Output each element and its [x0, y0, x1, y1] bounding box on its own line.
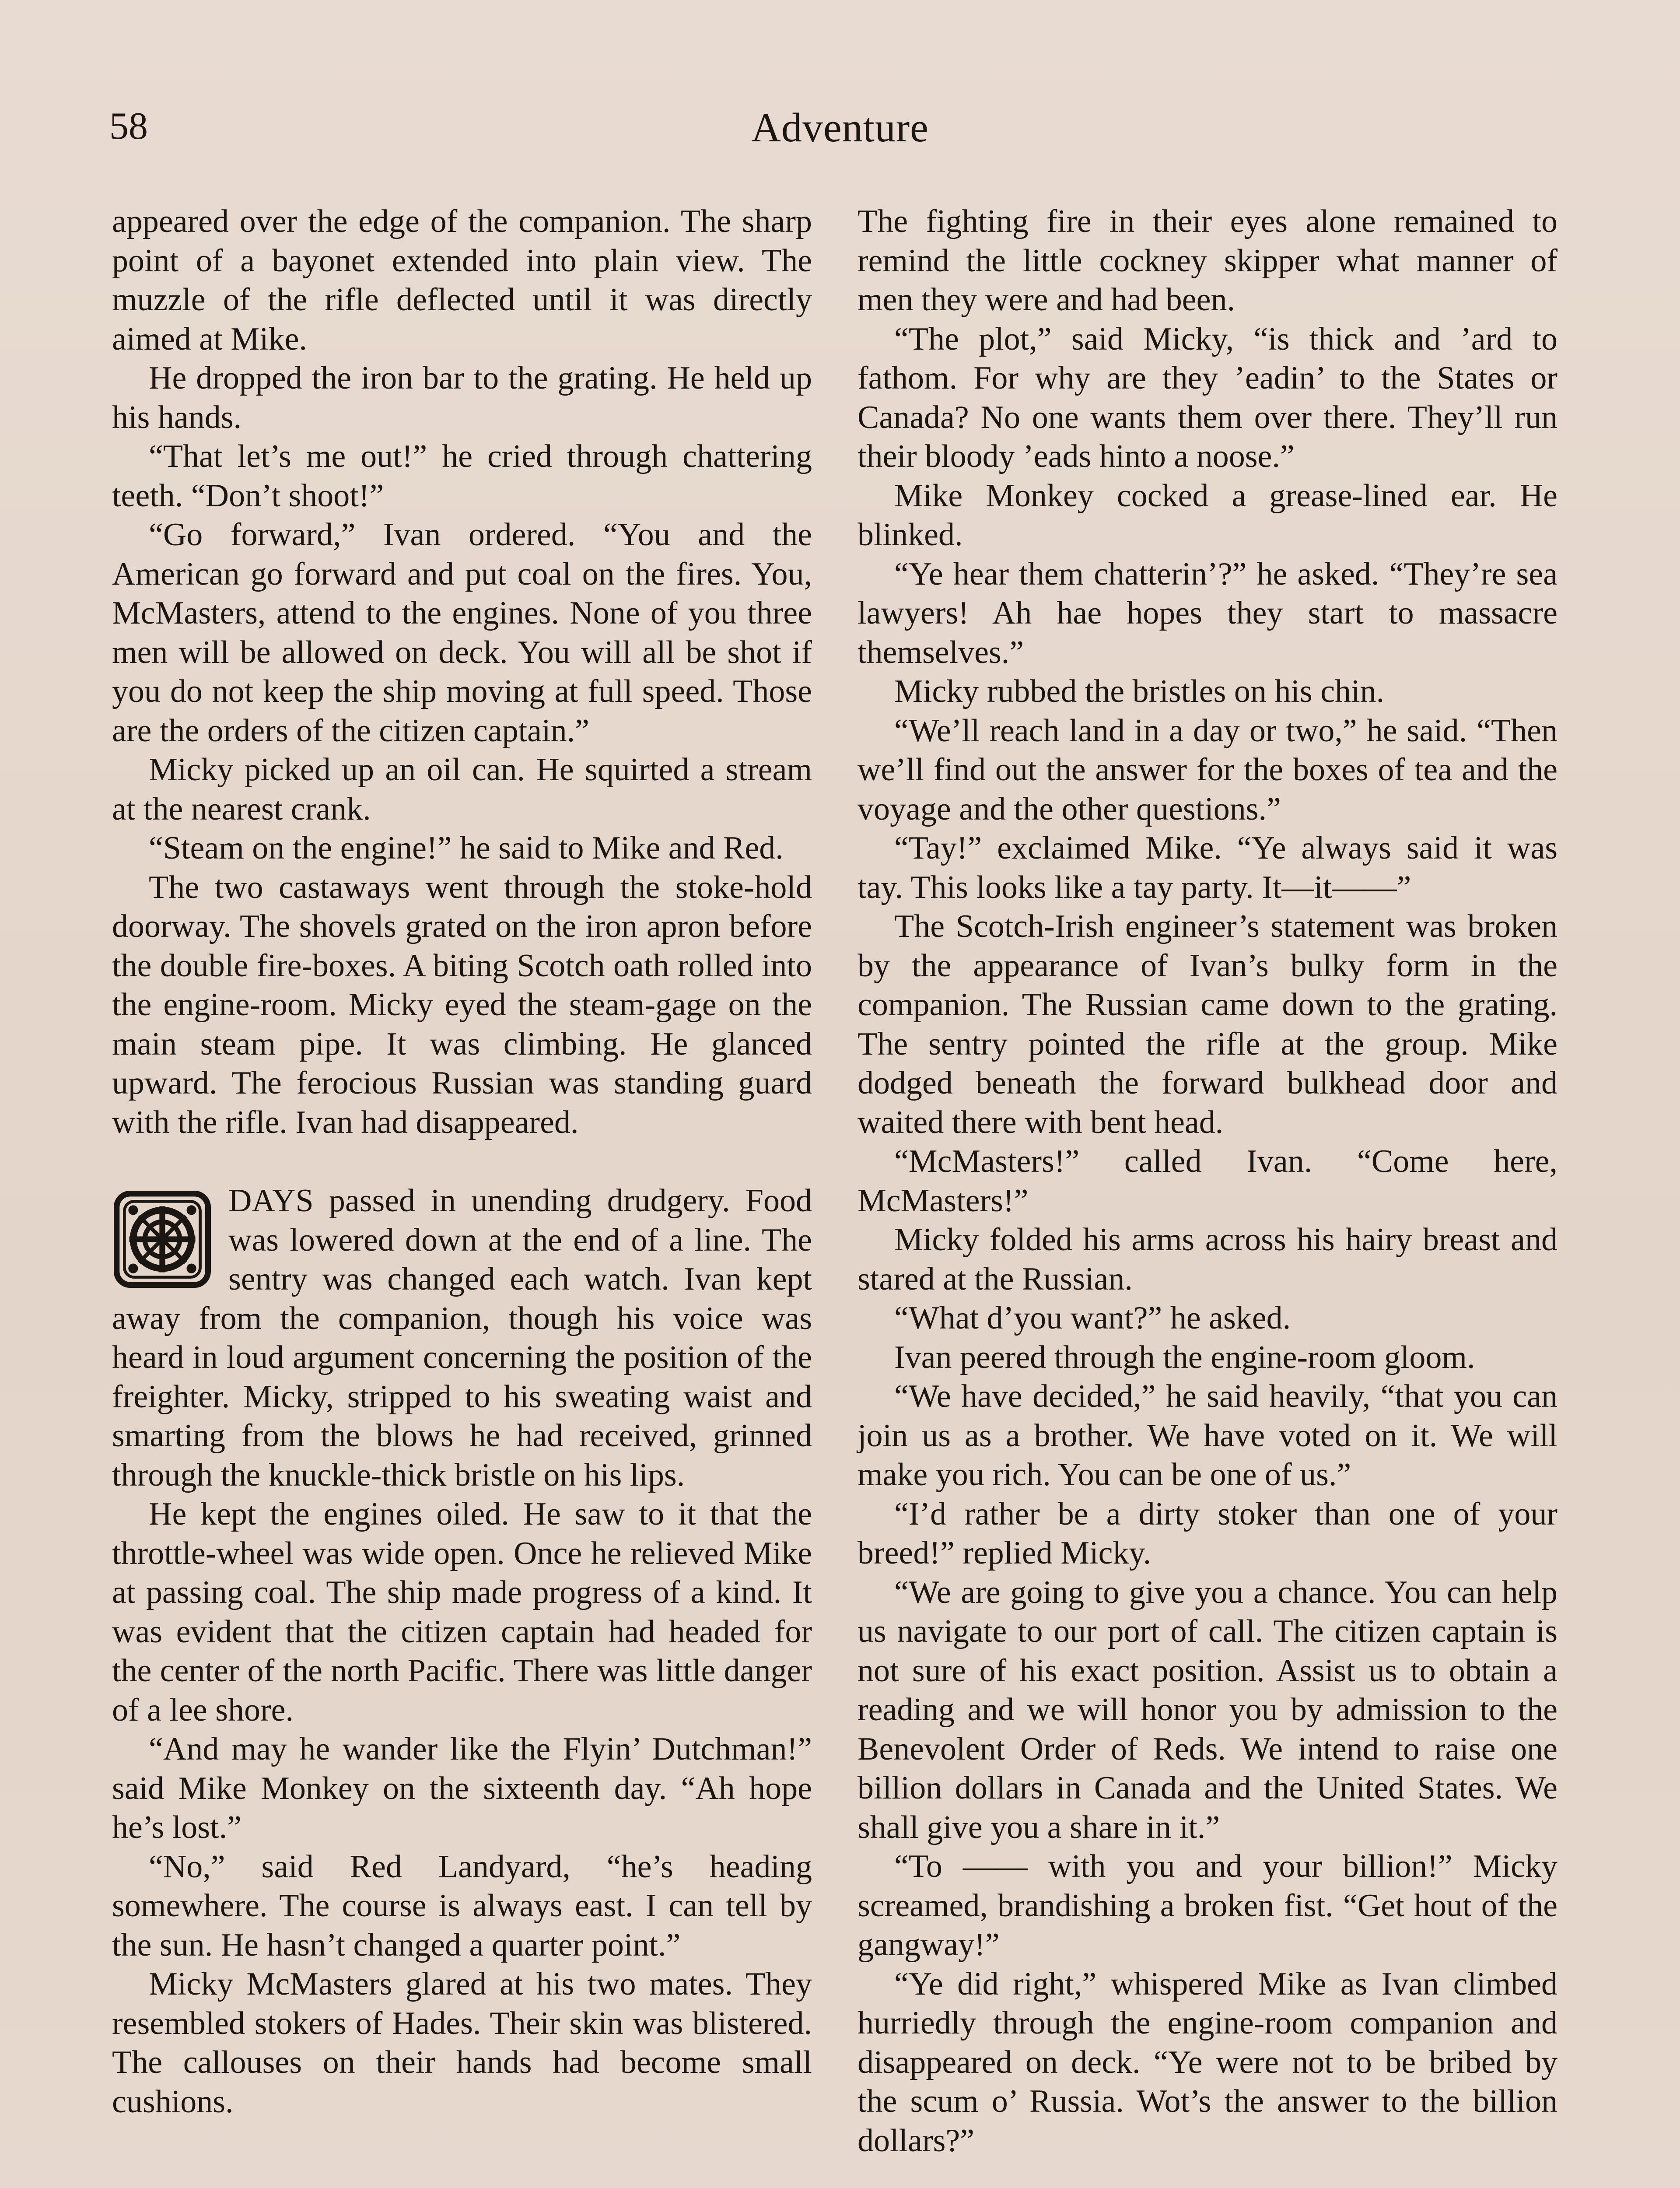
paragraph: Micky rubbed the bristles on his chin. [894, 673, 1385, 709]
page-number: 58 [109, 105, 148, 147]
paragraph: The fighting fire in their eyes alone remained to remind the little cockney skipper what manner of men they were and had been. [858, 203, 1558, 318]
paragraph: “Ye did right,” whispered Mike as Ivan climbed hurriedly through the engine-room companion and disappeared on deck. “Ye were not to be bribed by the scum o’ Russia. Wot’s the answer to the billion dollars?” [858, 1966, 1558, 2159]
paragraph: “Go forward,” Ivan ordered. “You and the American go forward and put coal on the fires. You, McMasters, attend to the engines. None of you three men will be allowed on deck. You will all be shot if you do not keep the ship moving at full speed. Those are the orders of the citizen captain.” [112, 517, 812, 749]
paragraph: “We’ll reach land in a day or two,” he said. “Then we’ll find out the answer for the boxes of tea and the voyage and the other questions.” [858, 712, 1558, 827]
left-column [112, 202, 812, 2121]
paragraph: The Scotch-Irish engineer’s statement was broken by the appearance of Ivan’s bulky form in the companion. The Russian came down to the grating. The sentry pointed the rifle at the group. Mike dodged beneath the forward bulkhead door and waited there with bent head. [858, 908, 1558, 1140]
paragraph: He kept the engines oiled. He saw to it that the throttle-wheel was wide open. Once he relieved Mike at passing coal. The ship made progress of a kind. It was evident that the citizen captain had headed for the center of the north Pacific. There was little danger of a lee shore. [112, 1496, 812, 1728]
right-column [858, 202, 1558, 2160]
paragraph: “We are going to give you a chance. You can help us navigate to our port of call. The citizen captain is not sure of his exact position. Assist us to obtain a reading and we will honor you by admission to the Benevolent Order of Reds. We intend to raise one billion dollars in Canada and the United States. We shall give you a share in it.” [858, 1574, 1558, 1845]
paragraph: Mike Monkey cocked a grease-lined ear. He blinked. [858, 477, 1558, 553]
paragraph: He dropped the iron bar to the grating. He held up his hands. [112, 360, 812, 435]
page-title: Adventure [751, 105, 929, 151]
paragraph: “Ye hear them chatterin’?” he asked. “They’re sea lawyers! Ah hae hopes they start to massacre themselves.” [858, 556, 1558, 670]
paragraph: “And may he wander like the Flyin’ Dutchman!” said Mike Monkey on the sixteenth day. “Ah hope he’s lost.” [112, 1731, 812, 1845]
section-break [112, 1142, 812, 1182]
paragraph: “McMasters!” called Ivan. “Come here, McMasters!” [858, 1143, 1558, 1219]
paragraph: “That let’s me out!” he cried through chattering teeth. “Don’t shoot!” [112, 438, 812, 514]
celtic-knot-icon [112, 1187, 213, 1292]
paragraph: Micky McMasters glared at his two mates. They resembled stokers of Hades. Their skin was blistered. The callouses on their hands had become small cushions. [112, 1966, 812, 2120]
paragraph: “We have decided,” he said heavily, “that you can join us as a brother. We have voted on it. We will make you rich. You can be one of us.” [858, 1378, 1558, 1493]
paragraph: Micky picked up an oil can. He squirted a stream at the nearest crank. [112, 752, 812, 827]
paragraph: “The plot,” said Micky, “is thick and ’ard to fathom. For why are they ’eadin’ to the States or Canada? No one wants them over there. They’ll run their bloody ’eads hinto a noose.” [858, 321, 1558, 474]
paragraph: Micky folded his arms across his hairy breast and stared at the Russian. [858, 1222, 1558, 1297]
paragraph: Ivan peered through the engine-room gloom. [894, 1339, 1475, 1375]
page-header [109, 104, 1571, 157]
paragraph: DAYS passed in unending drudgery. Food was lowered down at the end of a line. The sentry was changed each watch. Ivan kept away from the companion, though his voice was heard in loud argument concerning the position of the freighter. Micky, stripped to his sweating waist and smarting from the blows he had received, grinned through the knuckle-thick bristle on his lips. [112, 1183, 812, 1493]
paragraph: “To —— with you and your billion!” Micky screamed, brandishing a broken fist. “Get hout of the gangway!” [858, 1848, 1558, 1963]
paragraph: “Steam on the engine!” he said to Mike and Red. [149, 830, 784, 866]
paragraph: “I’d rather be a dirty stoker than one of your breed!” replied Micky. [858, 1496, 1558, 1571]
paragraph: “Tay!” exclaimed Mike. “Ye always said it was tay. This looks like a tay party. It—it——” [858, 830, 1558, 905]
paragraph: The two castaways went through the stoke-hold doorway. The shovels grated on the iron apron before the double fire-boxes. A biting Scotch oath rolled into the engine-room. Micky eyed the steam-gage on the main steam pipe. It was climbing. He glanced upward. The ferocious Russian was standing guard with the rifle. Ivan had disappeared. [112, 869, 812, 1140]
paragraph: “What d’you want?” he asked. [894, 1300, 1291, 1336]
paragraph: “No,” said Red Landyard, “he’s heading somewhere. The course is always east. I can tell by the sun. He hasn’t changed a quarter point.” [112, 1848, 812, 1963]
paragraph: appeared over the edge of the companion. The sharp point of a bayonet extended into plain view. The muzzle of the rifle deflected until it was directly aimed at Mike. [112, 203, 812, 357]
